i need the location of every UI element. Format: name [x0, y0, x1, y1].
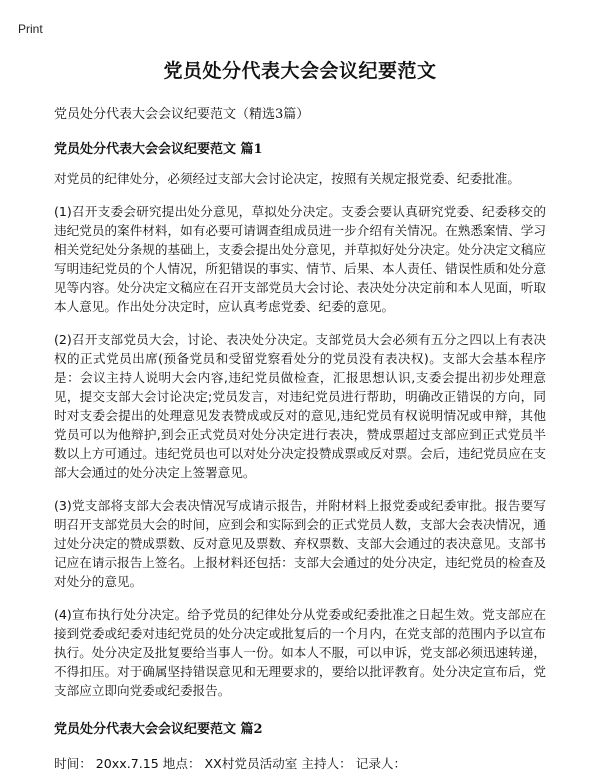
paragraph-step-1: (1)召开支委会研究提出处分意见，草拟处分决定。支委会要认真研究党委、纪委移交的违纪党员的案件材料，如有必要可请调查组成员进一步介绍有关情况。在熟悉案情、学习相关党纪处分条规的基础上，支委会提出处分意见，并草拟好处分决定。处分决定文稿应写明违纪党员的个人情况，所犯错误的事实、情节、后果、本人责任、错误性质和处分意见等内容。处分决定文稿应在召开支部党员大会讨论、表决处分决定前和本人见面，听取本人意见。作出处分决定时，应认真考虑党委、纪委的意见。 [54, 204, 546, 314]
section-heading-2: 党员处分代表大会会议纪要范文 篇2 [54, 722, 263, 737]
paragraph-step-4: (4)宣布执行处分决定。给予党员的纪律处分从党委或纪委批准之日起生效。党支部应在接到党委或纪委对违纪党员的处分决定或批复后的一个月内，在党支部的范围内予以宣布执行。处分决定及批复要给当事人一份。如本人不服，可以申诉，党支部必须迅速转递，不得扣压。对于确属坚持错误意见和无理要求的，要给以批评教育。处分决定宣布后，党支部应立即向党委或纪委报告。 [54, 607, 546, 698]
paragraph-step-3: (3)党支部将支部大会表决情况写成请示报告，并附材料上报党委或纪委审批。报告要写明召开支部党员大会的时间，应到会和实际到会的正式党员人数，支部大会表决情况，通过处分决定的赞成票数、反对意见及票数、弃权票数、支部大会通过的表决意见。支部书记应在请示报告上签名。上报材料还包括：支部大会通过的处分决定，违纪党员的检查及对处分的意见。 [54, 498, 546, 589]
print-link[interactable]: Print [18, 22, 43, 36]
section-heading-1: 党员处分代表大会会议纪要范文 篇1 [54, 142, 263, 157]
paragraph-intro: 对党员的纪律处分，必须经过支部大会讨论决定，按照有关规定报党委、纪委批准。 [54, 171, 520, 186]
page-title: 党员处分代表大会会议纪要范文 [163, 60, 437, 82]
document-subtitle: 党员处分代表大会会议纪要范文（精选3篇） [54, 107, 310, 122]
meeting-meta-line: 时间： 20xx.7.15 地点： XX村党员活动室 主持人： 记录人： [54, 756, 407, 771]
paragraph-step-2: (2)召开支部党员大会，讨论、表决处分决定。支部党员大会必须有五分之四以上有表决权的正式党员出席(预备党员和受留党察看处分的党员没有表决权)。支部大会基本程序是：会议主持人说明大会内容,违纪党员做检查，汇报思想认识,支委会提出初步处理意见，提交支部大会讨论决定;党员发言，对违纪党员进行帮助，明确改正错误的方向，同时对支委会提出的处理意见发表赞成或反对的意见,违纪党员有权说明情况或申辩，其他党员可以为他辩护,到会正式党员对处分决定进行表决，赞成票超过支部应到正式党员半数以上方可通过。违纪党员也可以对处分决定投赞成票或反对票。会后，违纪党员应在支部大会通过的处分决定上签署意见。 [54, 332, 546, 480]
